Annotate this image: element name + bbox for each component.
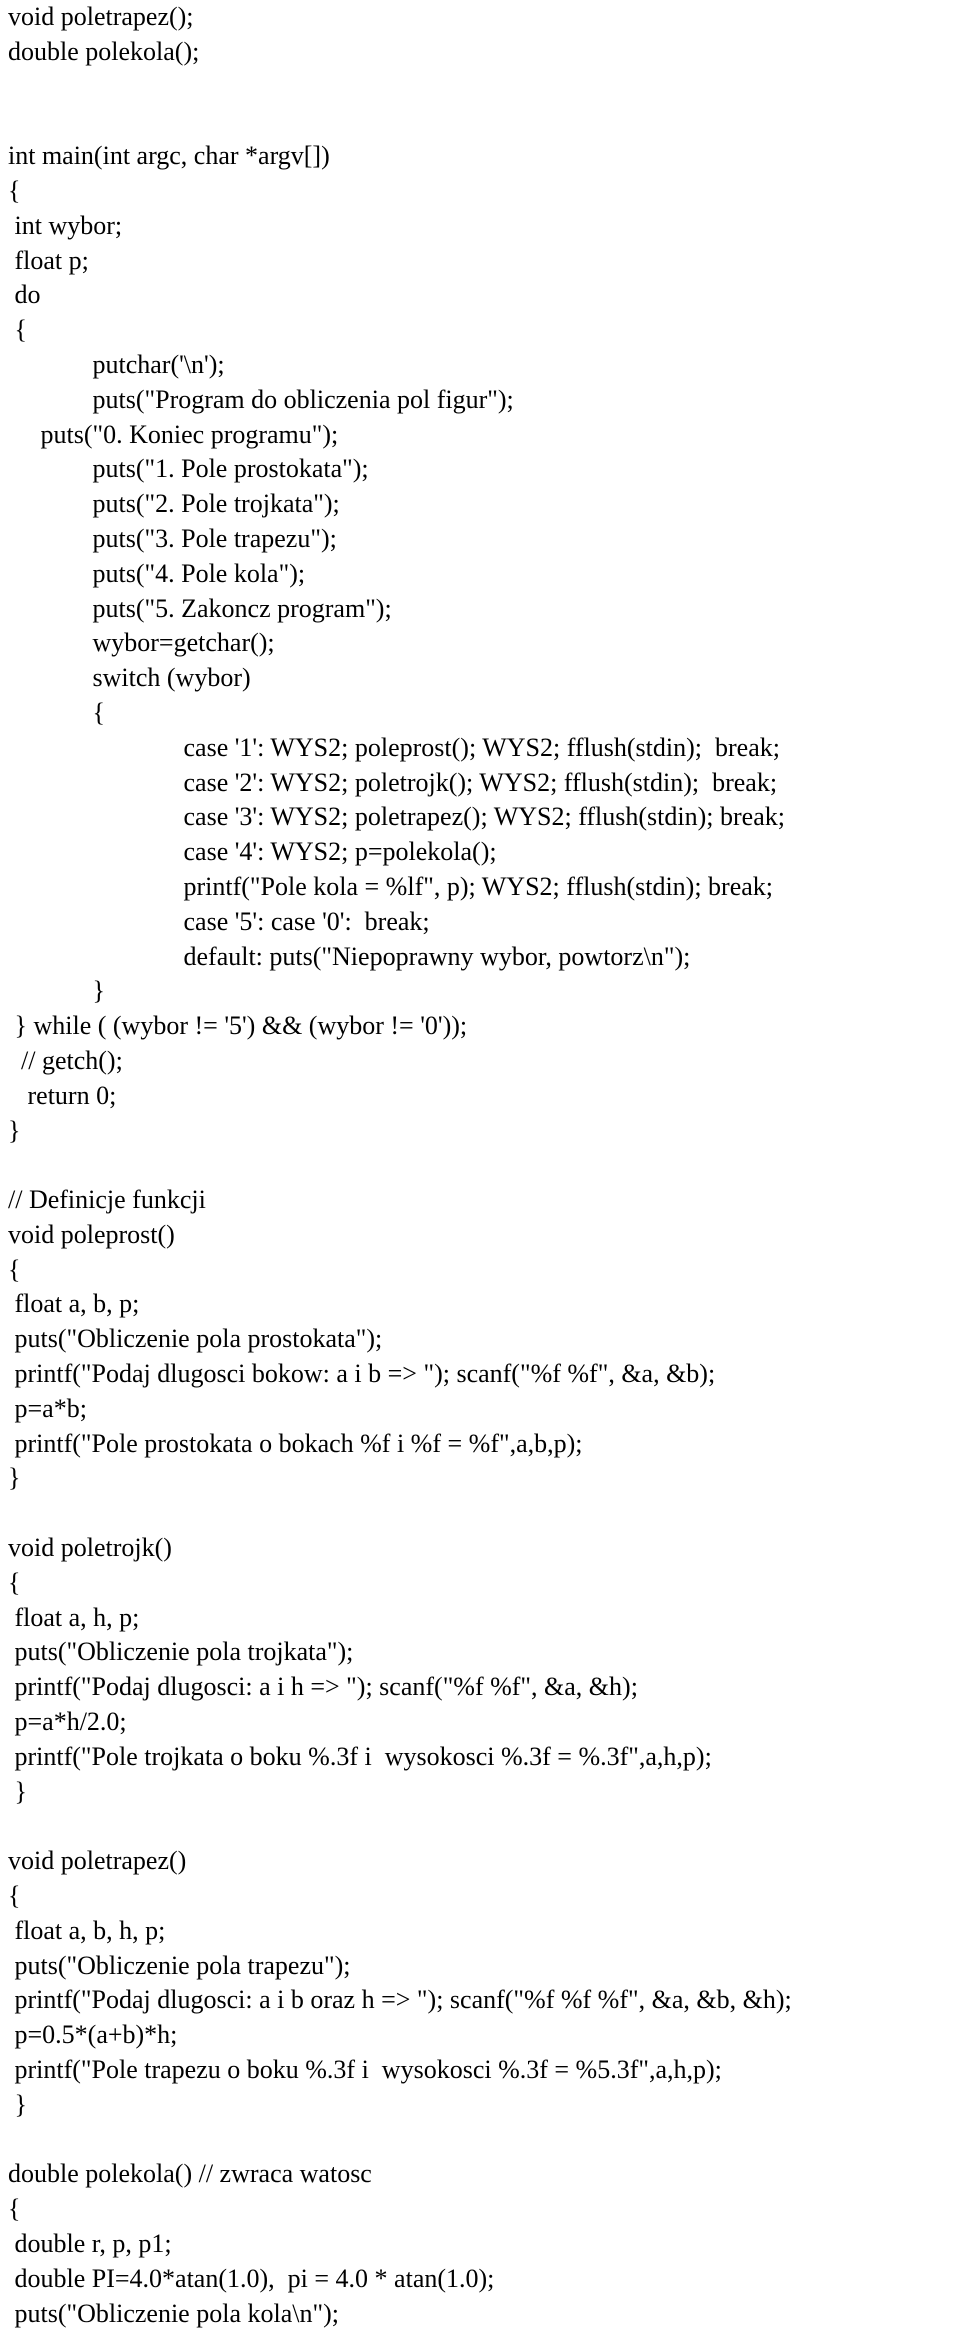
- code-line: puts("2. Pole trojkata");: [8, 489, 340, 519]
- code-line: }: [8, 2089, 27, 2119]
- code-line: [8, 1809, 952, 1844]
- code-line: double r, p, p1;: [8, 2229, 172, 2258]
- code-line: {: [8, 2194, 21, 2224]
- code-line: }: [8, 976, 105, 1006]
- code-line: } while ( (wybor != '5') && (wybor != '0'));: [8, 1011, 468, 1041]
- code-line: int wybor;: [8, 210, 123, 240]
- code-line: printf("Pole prostokata o bokach %f i %f = %f",a,b,p);: [8, 1428, 583, 1458]
- code-line: [8, 104, 952, 139]
- code-line: puts("0. Koniec programu");: [8, 419, 339, 449]
- code-line: // getch();: [8, 1045, 123, 1075]
- code-line: p=a*h/2.0;: [8, 1707, 127, 1737]
- code-line: puts("4. Pole kola");: [8, 558, 306, 588]
- code-line: }: [8, 1463, 21, 1493]
- code-line: puts("3. Pole trapezu");: [8, 523, 337, 553]
- code-line: puts("Obliczenie pola trojkata");: [8, 1637, 354, 1667]
- code-line: {: [8, 1254, 21, 1284]
- code-line: int main(int argc, char *argv[]): [8, 141, 330, 171]
- code-line: case '1': WYS2; poleprost(); WYS2; fflush(stdin); break;: [8, 732, 780, 762]
- source-code-listing: [8, 0, 952, 2331]
- code-line: [8, 70, 952, 105]
- code-line: printf("Pole trojkata o boku %.3f i wysokosci %.3f = %.3f",a,h,p);: [8, 1741, 712, 1771]
- code-line: float a, b, h, p;: [8, 1915, 166, 1945]
- code-line: float a, h, p;: [8, 1602, 140, 1632]
- code-line: p=a*b;: [8, 1393, 87, 1423]
- code-line: wybor=getchar();: [8, 628, 275, 658]
- code-line: case '4': WYS2; p=polekola();: [8, 837, 497, 867]
- code-line: float a, b, p;: [8, 1289, 140, 1319]
- code-line: puts("Obliczenie pola trapezu");: [8, 1950, 351, 1980]
- code-line: printf("Podaj dlugosci bokow: a i b => "); scanf("%f %f", &a, &b);: [8, 1359, 716, 1389]
- code-line: double PI=4.0*atan(1.0), pi = 4.0 * atan(1.0);: [8, 2263, 495, 2293]
- code-line: case '2': WYS2; poletrojk(); WYS2; fflush(stdin); break;: [8, 767, 778, 797]
- code-line: printf("Pole kola = %lf", p); WYS2; fflush(stdin); break;: [8, 871, 774, 901]
- code-line: {: [8, 175, 21, 205]
- code-line: putchar('\n');: [8, 349, 225, 379]
- code-line: [8, 1496, 952, 1531]
- code-line: puts("Obliczenie pola prostokata");: [8, 1324, 383, 1354]
- code-line: printf("Podaj dlugosci: a i b oraz h => "); scanf("%f %f %f", &a, &b, &h);: [8, 1985, 792, 2015]
- code-line: puts("1. Pole prostokata");: [8, 454, 369, 484]
- code-line: [8, 2123, 952, 2158]
- code-line: {: [8, 1567, 21, 1597]
- code-line: // Definicje funkcji: [8, 1185, 206, 1215]
- code-line: puts("5. Zakoncz program");: [8, 593, 392, 623]
- code-line: printf("Pole trapezu o boku %.3f i wysokosci %.3f = %5.3f",a,h,p);: [8, 2055, 722, 2085]
- code-line: switch (wybor): [8, 663, 251, 693]
- code-line: void poleprost(): [8, 1219, 175, 1249]
- code-line: }: [8, 1776, 27, 1806]
- code-line: }: [8, 1115, 21, 1145]
- code-line: void poletrapez(): [8, 1846, 187, 1876]
- code-line: return 0;: [8, 1080, 117, 1110]
- code-line: void poletrapez();: [8, 2, 194, 31]
- code-line: p=0.5*(a+b)*h;: [8, 2020, 178, 2050]
- code-line: {: [8, 1881, 21, 1911]
- code-line: {: [8, 315, 27, 345]
- code-line: void poletrojk(): [8, 1533, 172, 1563]
- code-line: {: [8, 697, 105, 727]
- code-line: puts("Obliczenie pola kola\n");: [8, 2298, 339, 2328]
- code-line: double polekola();: [8, 36, 200, 66]
- code-line: [8, 1148, 952, 1183]
- code-line: double polekola() // zwraca watosc: [8, 2159, 372, 2189]
- code-line: default: puts("Niepoprawny wybor, powtorz\n");: [8, 941, 691, 971]
- code-line: puts("Program do obliczenia pol figur");: [8, 384, 514, 414]
- code-line: do: [8, 280, 41, 310]
- code-line: float p;: [8, 245, 89, 275]
- code-line: printf("Podaj dlugosci: a i h => "); scanf("%f %f", &a, &h);: [8, 1672, 638, 1702]
- code-line: case '3': WYS2; poletrapez(); WYS2; fflush(stdin); break;: [8, 802, 785, 832]
- code-line: case '5': case '0': break;: [8, 906, 430, 936]
